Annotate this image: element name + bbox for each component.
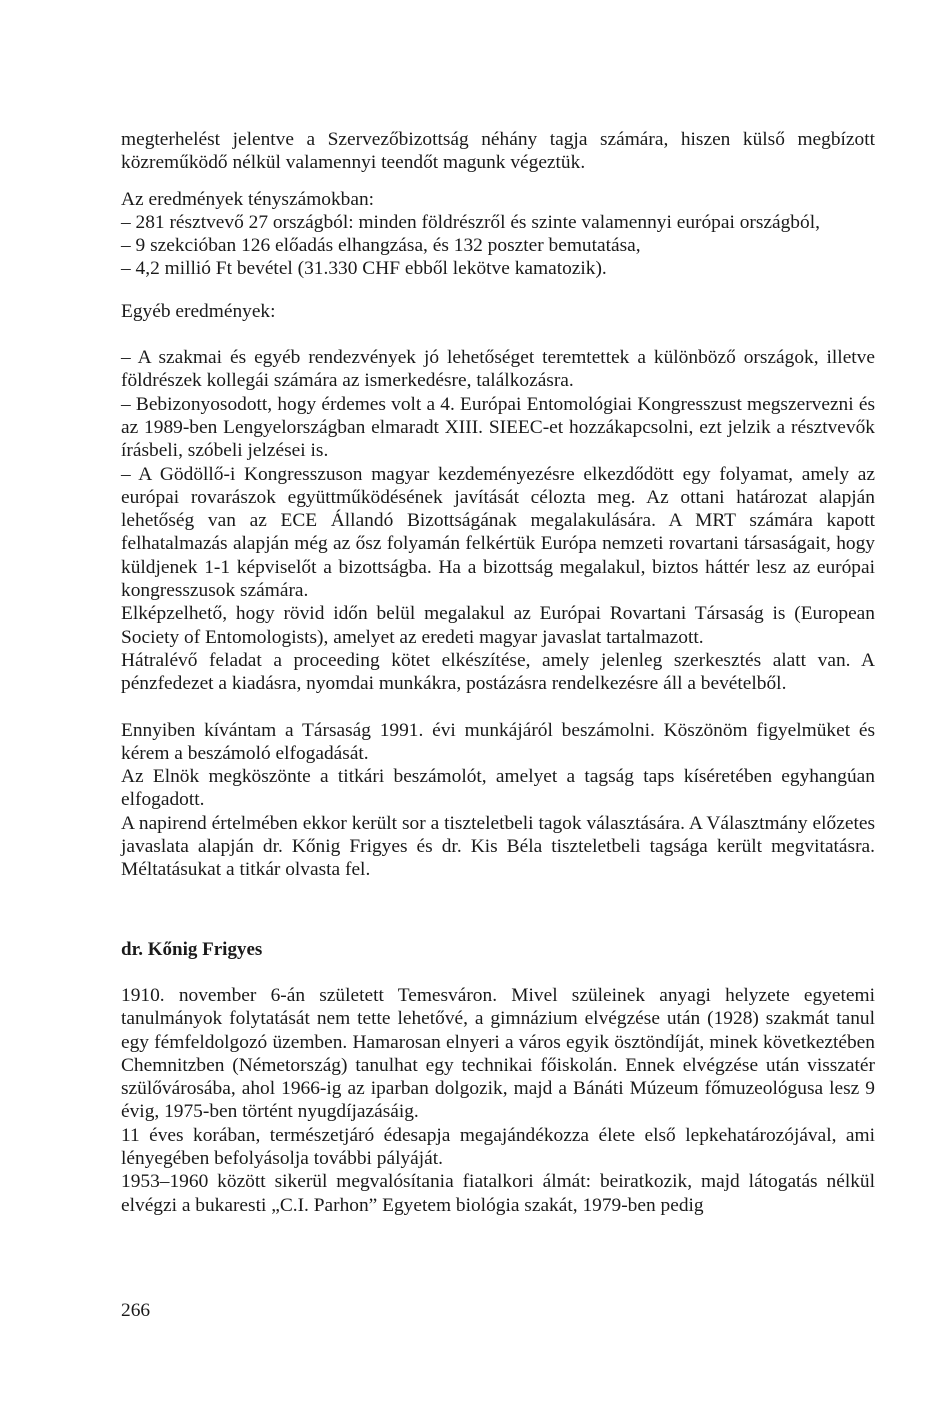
closing-paragraph: Ennyiben kívántam a Társaság 1991. évi munkájáról beszámolni. Köszönöm figyelmüket és kérem a beszámoló elfogadását. bbox=[121, 719, 875, 764]
biography-paragraph: 1953–1960 között sikerül megvalósítania fiatalkori álmát: beiratkozik, majd látogatás nélkül elvégzi a bukaresti „C.I. Parhon” Egyetem biológia szakát, 1979-ben pedig bbox=[121, 1171, 875, 1216]
results-item: – 9 szekcióban 126 előadás elhangzása, és 132 poszter bemutatása, bbox=[121, 235, 641, 257]
biography-paragraph: 11 éves korában, természetjáró édesapja megajándékozza élete első lepkehatározójával, ami lényegében befolyásolja további pályáját. bbox=[121, 1124, 875, 1169]
results-item: – 281 résztvevő 27 országból: minden földrészről és szinte valamennyi európai országból, bbox=[121, 211, 820, 233]
paragraph-intro: megterhelést jelentve a Szervezőbizottság néhány tagja számára, hiszen külső megbízott közreműködő nélkül valamennyi teendőt magunk végeztük. bbox=[121, 129, 875, 174]
page-number: 266 bbox=[121, 1300, 151, 1321]
closing-paragraph: A napirend értelmében ekkor került sor a tiszteletbeli tagok választására. A Választmány előzetes javaslata alapján dr. Kőnig Frigyes és dr. Kis Béla tiszteletbeli tagsága került megvitatásra. Méltatásukat a titkár olvasta fel. bbox=[121, 812, 875, 881]
other-results-item: – Bebizonyosodott, hogy érdemes volt a 4. Európai Entomológiai Kongresszust megszervezni és az 1989-ben Lengyelországban elmaradt XIII. SIEEC-et hozzákapcsolni, ezt jelzik a résztvevők írásbeli, szóbeli jelzései is. bbox=[121, 393, 875, 462]
other-results-title: Egyéb eredmények: bbox=[121, 300, 276, 322]
results-item: – 4,2 millió Ft bevétel (31.330 CHF ebből lekötve kamatozik). bbox=[121, 258, 607, 280]
biography-paragraph: 1910. november 6-án született Temesváron. Mivel szüleinek anyagi helyzete egyetemi tanulmányok folytatását nem tette lehetővé, a gimnázium elvégzése után (1928) szakmát tanul egy fémfeldolgozó üzemben. Hamarosan elnyeri a város egyik ösztöndíját, minek következtében Chemnitzben (Németország) tanulhat egy technikai főiskolán. Ennek elvégzése után visszatér szülővárosába, ahol 1966-ig az iparban dolgozik, majd a Bánáti Múzeum főmuzeológusa lesz 9 évig, 1975-ben történt nyugdíjazásáig. bbox=[121, 984, 875, 1123]
other-results-item: Hátralévő feladat a proceeding kötet elkészítése, amely jelenleg szerkesztés alatt van. A pénzfedezet a kiadásra, nyomdai munkákra, postázásra rendelkezésre áll a bevételből. bbox=[121, 649, 875, 695]
section-heading: dr. Kőnig Frigyes bbox=[121, 938, 263, 960]
other-results-item: – A szakmai és egyéb rendezvények jó lehetőséget teremtettek a különböző országok, illetve földrészek kollegái számára az ismerkedésre, találkozásra. bbox=[121, 347, 875, 392]
closing-paragraph: Az Elnök megköszönte a titkári beszámolót, amelyet a tagság taps kíséretében egyhangúan elfogadott. bbox=[121, 766, 875, 811]
other-results-item: – A Gödöllő-i Kongresszuson magyar kezdeményezésre elkezdődött egy folyamat, amely az európai rovarászok együttműködésének javítását célozta meg. Az ottani határozat alapján lehetőség van az ECE Állandó Bizottságának megalakulására. A MRT számára kapott felhatalmazás alapján még az ősz folyamán felkértük Európa nemzeti rovartani társaságait, hogy küldjenek 1-1 képviselőt a bizottságba. Ha a bizottság megalakul, biztos háttér lesz az európai kongresszusok számára. bbox=[121, 463, 875, 602]
results-intro: Az eredmények tényszámokban: bbox=[121, 188, 375, 210]
document-body bbox=[121, 128, 875, 1217]
other-results-item: Elképzelhető, hogy rövid időn belül megalakul az Európai Rovartani Társaság is (European Society of Entomologists), amelyet az eredeti magyar javaslat tartalmazott. bbox=[121, 603, 875, 648]
